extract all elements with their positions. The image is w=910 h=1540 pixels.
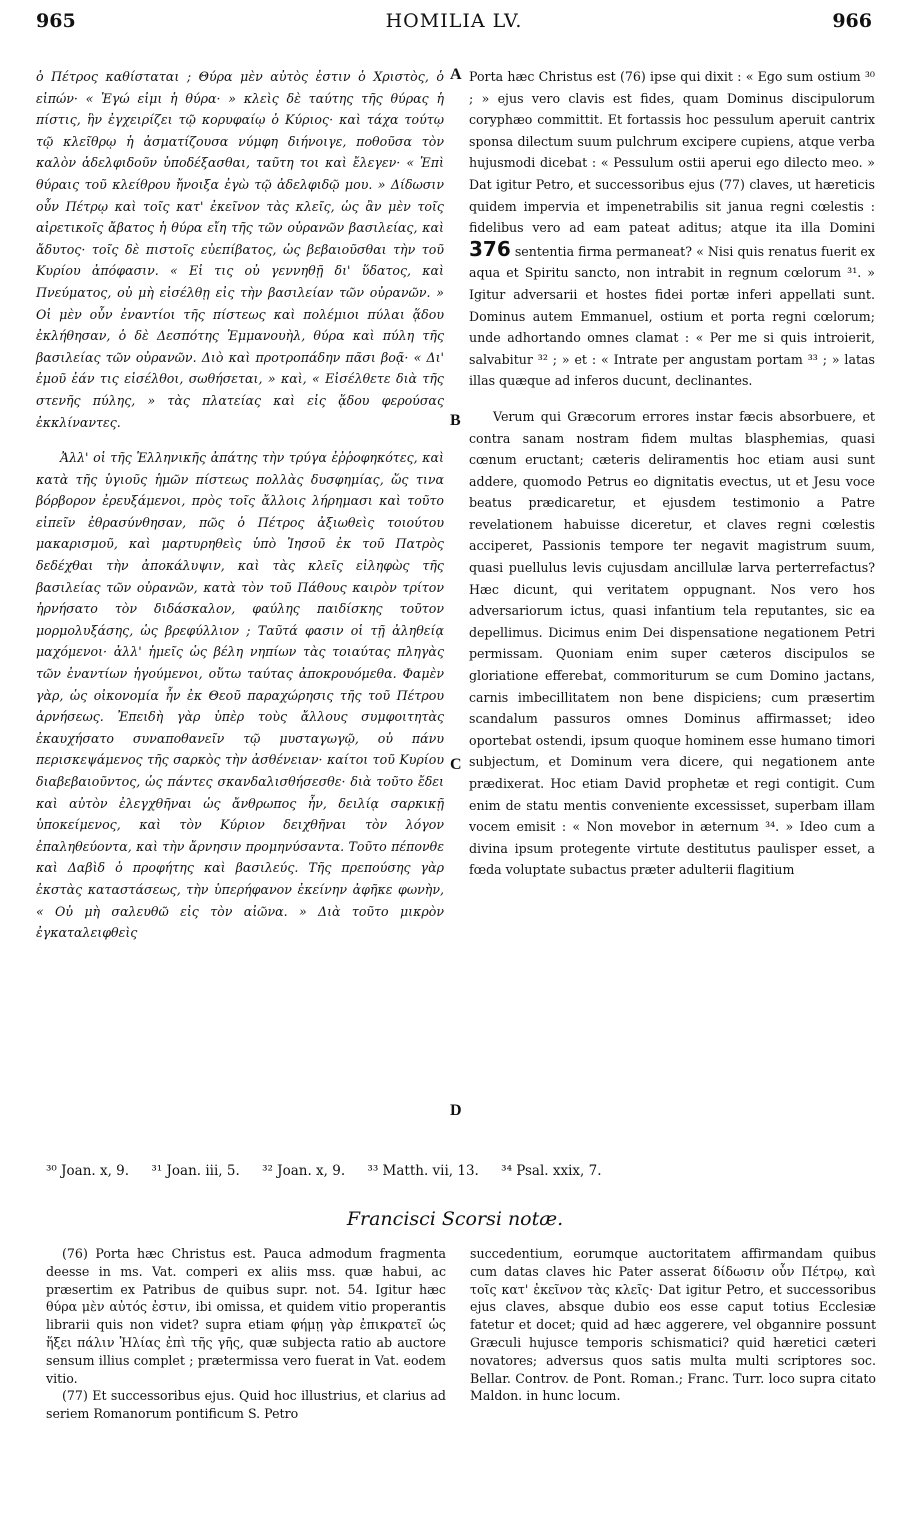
page-number-right: 966 [832,10,872,32]
notes-title: Francisci Scorsi notæ. [346,1208,564,1230]
notes-column-left [46,1245,446,1423]
latin-paragraph-1 [469,66,875,392]
footnotes [46,1163,870,1179]
margin-letter-b: B [450,412,461,429]
folio-number: 376 [469,236,511,261]
footnote-30: ³⁰ Joan. x, 9. [46,1163,130,1179]
note-76: (76) Porta hæc Christus est. Pauca admodum fragmenta deesse in ms. Vat. comperi ex aliis mss. quæ habui, ac præsertim ex Patribus de quibus supr. not. 54. Igitur hæc θύρα μὲν αὐτός ἐστιν, ibi omissa, et quidem vitio properantis librarii quis non videt? supra etiam φήμῃ γὰρ ἐπικρατεῖ ὡς ἥξει πάλιν Ἠλίας ἐπὶ τῆς γῆς, quæ subjecta ratio ab auctore sensum illius complet ; prætermissa vero fuerat in Vat. eodem vitio. [46,1246,446,1386]
latin-paragraph-1-part-a: Porta hæc Christus est (76) ipse qui dixit : « Ego sum ostium ³⁰ ; » ejus vero clavis est fides, quam Dominus discipulorum coryphæo committit. Et fortassis hoc pessulum aperuit cantrix sponsa dilectum suum pulchrum excipere cupiens, atque verba hujusmodi dicebat : « Pessulum ostii aperui ego dilecto meo. » Dat igitur Petro, et successoribus ejus (77) claves, ut hæreticis quidem impervia et impenetrabilis sit janua regni cœlestis : fidelibus vero ad eam pateat aditus; atque ita illa Domini [469,69,875,236]
margin-letter-a: A [450,66,462,83]
latin-paragraph-2: Verum qui Græcorum errores instar fæcis absorbuere, et contra sanam nostram fidem multas blasphemias, quasi cœnum eructant; cæteris deliramentis hoc etiam ausi sunt addere, quomodo Petrus eo dignitatis evectus, ut et Jesu voce beatus prædicaretur, et ejusdem testimonio a Patre revelationem habuisse diceretur, et claves regni cœlestis acciperet, Passionis tempore ter negavit magistrum suum, quasi puellulus levis cujusdam ancillulæ larva perterrefactus? Hæc dicunt, qui veritatem oppugnant. Nos vero hos adversariorum ictus, quasi infantium tela reputantes, sic ea depellimus. Dicimus enim Dei dispensatione negationem Petri permissam. Quoniam enim super cæteros discipulos se gloriatione efferebat, commoriturum se cum Domino jactans, carnis imbecillitatem non bene dispiciens; cum præsertim scandalum passuros omnes Dominus affirmasset; ideo oportebat ostendi, ipsum quoque hominem esse humano timori subjectum, et Dominum vera dicere, qui negationem ante prædixerat. Hoc etiam David prophetæ et regi contigit. Cum enim de statu mentis conveniente excessisset, superbam illam vocem emisit : « Non movebor in æternum ³⁴. » Ideo cum a divina ipsum protegente virtute destitutus paulisper esset, a fœda voluptate subactus præter adulterii flagitium [469,408,875,878]
footnote-31: ³¹ Joan. iii, 5. [151,1163,240,1179]
footnote-32: ³² Joan. x, 9. [262,1163,346,1179]
running-title: HOMILIA LV. [385,10,523,32]
greek-paragraph-2: Ἀλλ' οἱ τῆς Ἑλληνικῆς ἀπάτης τὴν τρύγα ἐῤῥοφηκότες, καὶ κατὰ τῆς ὑγιοῦς ἡμῶν πίστεως πολλὰς δυσφημίας, ὥς τινα βόρβορον ἐρευξάμενοι, πρὸς τοῖς ἄλλοις λήρημασι καὶ τοῦτο εἰπεῖν ἐθρασύνθησαν, πῶς ὁ Πέτρος ἀξιωθεὶς τοιούτου μακαρισμοῦ, καὶ μαρτυρηθεὶς ὑπὸ Ἰησοῦ ἐκ τοῦ Πατρὸς δεδέχθαι τὴν ἀποκάλυψιν, καὶ τὰς κλεῖς εἰληφὼς τῆς βασιλείας τῶν οὐρανῶν, κατὰ τὸν τοῦ Πάθους καιρὸν τρίτον ἠρνήσατο τὸν διδάσκαλον, φαύλης παιδίσκης τοῦτον μορμολυξάσης, ὡς βρεφύλλιον ; Ταῦτά φασιν οἱ τῇ ἀληθείᾳ μαχόμενοι· ἀλλ' ἡμεῖς ὡς βέλη νηπίων τὰς τοιαύτας πληγὰς τῶν ἐναντίων ἡγούμενοι, οὕτω ταύτας ἀποκρουόμεθα. Φαμὲν γὰρ, ὡς οἰκονομία ἦν ἐκ Θεοῦ παραχώρησις τῆς τοῦ Πέτρου ἀρνήσεως. Ἐπειδὴ γὰρ ὑπὲρ τοὺς ἄλλους συμφοιτητὰς ἐκαυχήσατο συναποθανεῖν τῷ μυσταγωγῷ, οὐ πάνυ περισκεψάμενος τῆς σαρκὸς τὴν ἀσθένειαν· καίτοι τοῦ Κυρίου διαβεβαιοῦντος, ὡς πάντες σκανδαλισθήσεσθε· διὰ τοῦτο ἔδει καὶ αὐτὸν ἐλεγχθῆναι ὡς ἄνθρωπος ἦν, δειλίᾳ σαρκικῇ ὑποκείμενος, καὶ τὸν Κύριον δειχθῆναι τὸν λόγον ἐπαληθεύοντα, καὶ τὴν ἄρνησιν προμηνύσαντα. Τοῦτο πέπονθε καὶ Δαβὶδ ὁ προφήτης καὶ βασιλεύς. Τῆς πρεπούσης γὰρ ἐκστὰς καταστάσεως, τὴν ὑπερήφανον ἐκείνην ἀφῆκε φωνὴν, « Οὐ μὴ σαλευθῶ εἰς τὸν αἰῶνα. » Διὰ τοῦτο μικρὸν ἐγκαταλειφθεὶς [36,450,444,941]
latin-column [469,66,875,881]
note-77-start: (77) Et successoribus ejus. Quid hoc illustrius, et clarius ad seriem Romanorum pontificum S. Petro [46,1388,446,1422]
latin-paragraph-1-part-b: sententia firma permaneat? « Nisi quis renatus fuerit ex aqua et Spiritu sancto, non intrabit in regnum cœlorum ³¹. » Igitur adversarii et hostes fidei portæ inferi appellati sunt. Dominus autem Emmanuel, ostium et porta regni cœlorum; unde adhortando omnes clamat : « Per me si quis introierit, salvabitur ³² ; » et : « Intrate per angustam portam ³³ ; » latas illas quæque ad inferos ducunt, declinantes. [469,243,875,389]
page-header [36,10,872,50]
note-77-continued: succedentium, eorumque auctoritatem affirmandam quibus cum datas claves hic Pater asserat δίδωσιν οὖν Πέτρῳ, καὶ τοῖς κατ' ἐκεῖνον τὰς κλεῖς· Dat igitur Petro, et successoribus ejus claves, absque dubio eos esse caput totius Ecclesiæ fatetur et docet; quid ad hæc aggerere, vel obgannire possunt Græculi hujusce temporis schismatici? quid hæretici cæteri novatores; adversus quos satis multa multi scriptores soc. Bellar. Controv. de Pont. Roman.; Franc. Turr. loco supra citato Maldon. in hunc locum. [470,1246,876,1404]
page-number-left: 965 [36,10,76,32]
greek-column [36,66,444,944]
margin-letter-d: D [450,1102,462,1119]
footnote-34: ³⁴ Psal. xxix, 7. [501,1163,602,1179]
footnote-33: ³³ Matth. vii, 13. [367,1163,479,1179]
notes-column-right [470,1245,876,1405]
greek-paragraph-1: ὁ Πέτρος καθίσταται ; Θύρα μὲν αὐτὸς ἐστιν ὁ Χριστὸς, ὁ εἰπών· « Ἐγώ εἰμι ἡ θύρα· » κλεὶς δὲ ταύτης τῆς θύρας ἡ πίστις, ἣν ἐγχειρίζει τῷ κορυφαίῳ ὁ Κύριος· καὶ τάχα τούτῳ τῷ κλεῖθρῳ ἡ ἀσματίζουσα νύμφη διήνοιγε, ποθοῦσα τὸν καλὸν ἀδελφιδοῦν ὑποδέξασθαι, ταῦτη τοι καὶ ἔλεγεν· « Ἐπὶ θύραις τοῦ κλείθρου ἤνοιξα ἐγὼ τῷ ἀδελφιδῷ μου. » Δίδωσιν οὖν Πέτρῳ καὶ τοῖς κατ' ἐκεῖνον τὰς κλεῖς, ὡς ἂν μὲν τοῖς αἱρετικοῖς ἄβατος ἡ θύρα εἴη τῆς τῶν οὐρανῶν βασιλείας, καὶ ἄδυτος· τοῖς δὲ πιστοῖς εὐεπίβατος, ὡς βεβαιοῦσθαι τὴν τοῦ Κυρίου ἀπόφασιν. « Εἰ τις οὐ γεννηθῇ δι' ὕδατος, καὶ Πνεύματος, οὐ μὴ εἰσέλθῃ εἰς τὴν βασιλείαν τῶν οὐρανῶν. » Οἱ μὲν οὖν ἐναντίοι τῆς πίστεως καὶ πολέμιοι πύλαι ᾅδου ἐκλήθησαν, ὁ δὲ Δεσπότης Ἐμμανουὴλ, θύρα καὶ πύλη τῆς βασιλείας τῶν οὐρανῶν. Διὸ καὶ προτροπάδην πᾶσι βοᾷ· « Δι' ἐμοῦ ἐάν τις εἰσέλθοι, σωθήσεται, » καὶ, « Εἰσέλθετε διὰ τῆς στενῆς πύλης, » τὰς πλατείας καὶ εἰς ᾅδου φερούσας ἐκκλίναντες. [36,69,444,430]
margin-letter-c: C [450,756,462,773]
